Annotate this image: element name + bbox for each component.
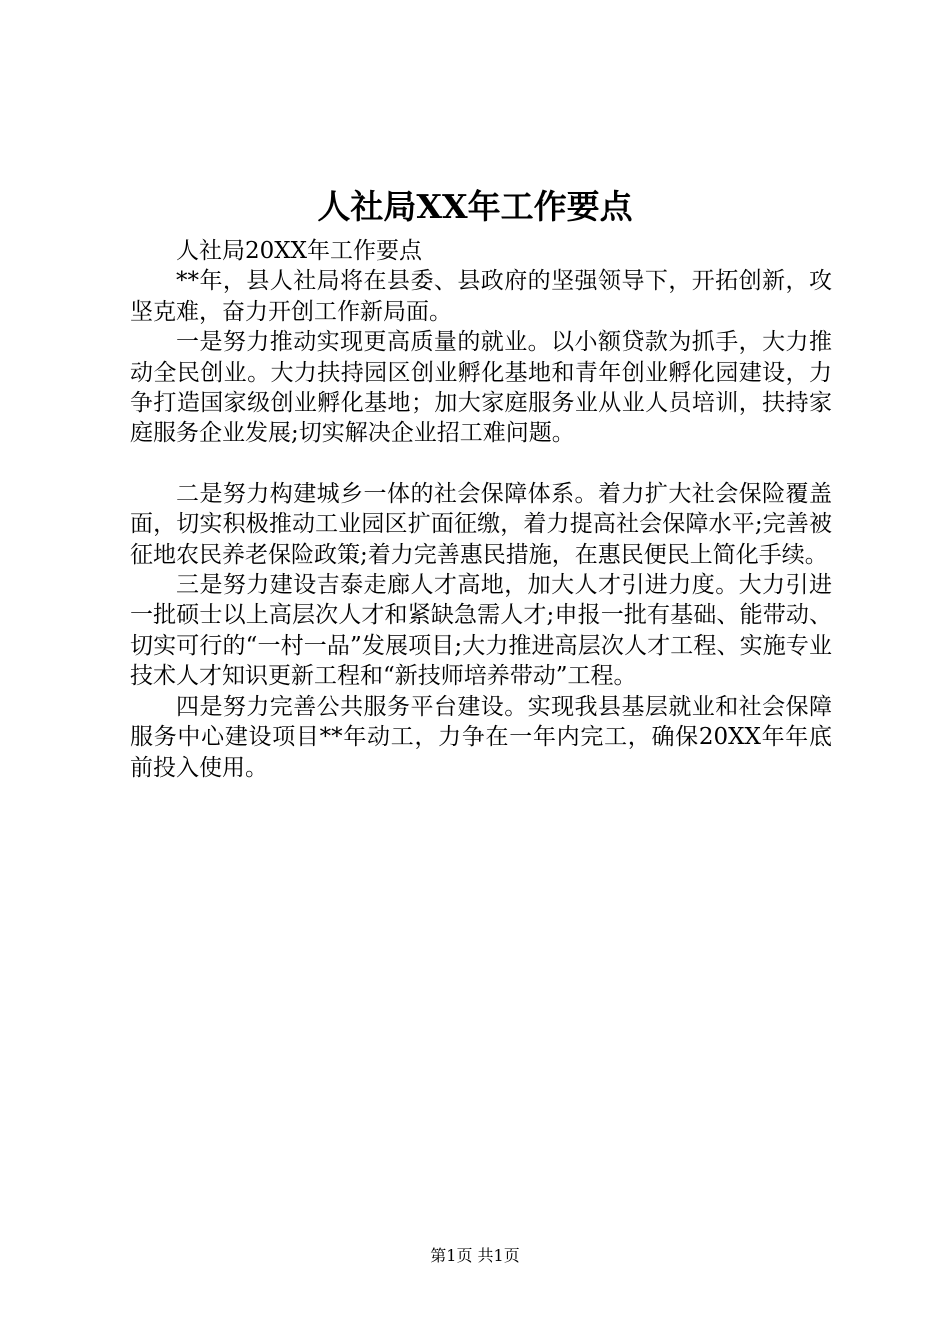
document-body <box>130 236 832 783</box>
paragraph-subtitle: 人社局20XX年工作要点 <box>176 238 423 264</box>
document-title: 人社局XX年工作要点 <box>317 187 633 226</box>
paragraph-social-security: 二是努力构建城乡一体的社会保障体系。着力扩大社会保险覆盖面，切实积极推动工业园区扩面征缴，着力提高社会保障水平;完善被征地农民养老保险政策;着力完善惠民措施，在惠民便民上简化手续。 <box>130 480 832 568</box>
paragraph-employment: 一是努力推动实现更高质量的就业。以小额贷款为抓手，大力推动全民创业。大力扶持园区创业孵化基地和青年创业孵化园建设，力争打造国家级创业孵化基地；加大家庭服务业从业人员培训，扶持家庭服务企业发展;切实解决企业招工难问题。 <box>130 329 832 447</box>
paragraph-talent: 三是努力建设吉泰走廊人才高地，加大人才引进力度。大力引进一批硕士以上高层次人才和紧缺急需人才;申报一批有基础、能带动、切实可行的“一村一品”发展项目;大力推进高层次人才工程、实施专业技术人才知识更新工程和“新技师培养带动”工程。 <box>130 572 832 690</box>
paragraph-intro: **年，县人社局将在县委、县政府的坚强领导下，开拓创新，攻坚克难，奋力开创工作新局面。 <box>130 268 832 325</box>
paragraph-public-service: 四是努力完善公共服务平台建设。实现我县基层就业和社会保障服务中心建设项目**年动工，力争在一年内完工，确保20XX年年底前投入使用。 <box>130 693 832 781</box>
page-footer: 第1页 共1页 <box>430 1246 520 1265</box>
